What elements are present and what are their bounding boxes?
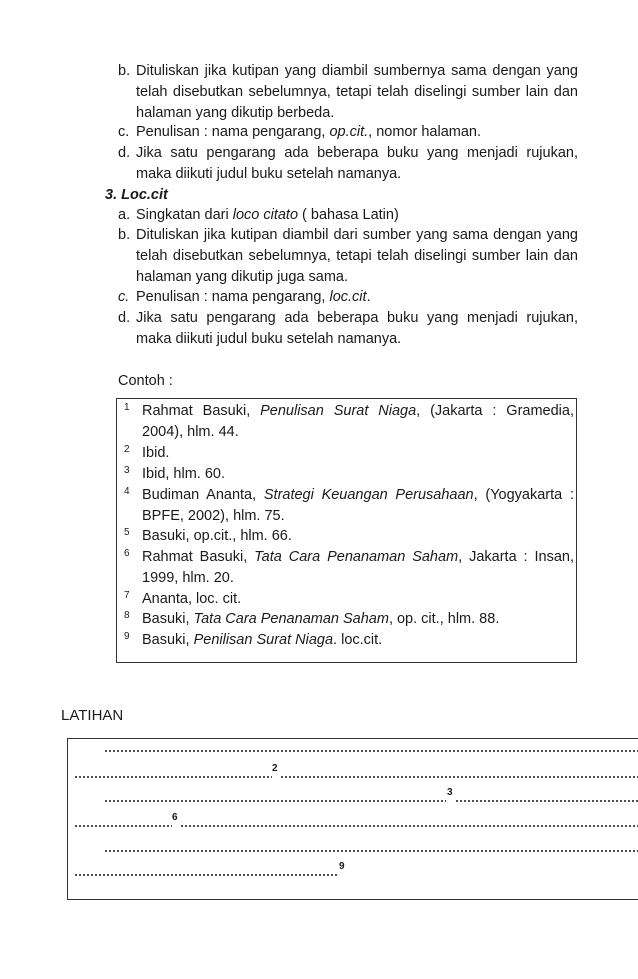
fill-in-blank[interactable] [74, 867, 338, 877]
footnote-marker: 2 [272, 763, 278, 774]
footnote-marker: 9 [339, 861, 345, 872]
footnote-text: Rahmat Basuki, Penulisan Surat Niaga, (Jakarta : Gramedia, 2004), hlm. 44. [142, 403, 574, 440]
footnote-text: Basuki, op.cit., hlm. 66. [142, 528, 292, 544]
fill-in-blank[interactable] [455, 793, 638, 803]
footnote-marker: 3 [447, 787, 453, 798]
fill-in-blank[interactable] [74, 769, 272, 779]
exercise-title: LATIHAN [61, 707, 124, 724]
item-text: Singkatan dari loco citato ( bahasa Latin) [136, 207, 399, 223]
item-label: c. [118, 289, 130, 305]
item-label: c. [118, 124, 130, 140]
item-label: b. [118, 227, 131, 243]
item-label: a. [118, 207, 131, 223]
footnote-number: 1 [124, 402, 130, 413]
fill-in-blank[interactable] [104, 743, 638, 753]
footnote-number: 9 [124, 631, 130, 642]
footnote-number: 7 [124, 590, 130, 601]
item-text: Penulisan : nama pengarang, op.cit., nomor halaman. [136, 124, 482, 140]
item-text: Jika satu pengarang ada beberapa buku yang menjadi rujukan, maka diikuti judul buku setelah namanya. [136, 310, 578, 347]
fill-in-blank[interactable] [74, 818, 172, 828]
fill-in-blank[interactable] [280, 769, 638, 779]
footnote-text: Ananta, loc. cit. [142, 591, 242, 607]
item-text: Dituliskan jika kutipan yang diambil sumbernya sama dengan yang telah disebutkan sebelumnya, tetapi telah diselingi sumber lain dan halaman yang dikutip berbeda. [136, 63, 578, 121]
footnote-number: 4 [124, 486, 130, 497]
footnote-number: 5 [124, 527, 130, 538]
item-label: d. [118, 310, 131, 326]
exercise-box [67, 738, 638, 900]
footnote-number: 8 [124, 610, 130, 621]
item-label: b. [118, 63, 131, 79]
footnote-number: 6 [124, 548, 130, 559]
footnote-text: Budiman Ananta, Strategi Keuangan Perusahaan, (Yogyakarta : BPFE, 2002), hlm. 75. [142, 487, 574, 524]
footnote-text: Ibid. [142, 445, 170, 461]
fill-in-blank[interactable] [104, 843, 638, 853]
footnote-number: 2 [124, 444, 130, 455]
fill-in-blank[interactable] [180, 818, 638, 828]
item-text: Jika satu pengarang ada beberapa buku yang menjadi rujukan, maka diikuti judul buku setelah namanya. [136, 145, 578, 182]
item-text: Penulisan : nama pengarang, loc.cit. [136, 289, 371, 305]
footnote-text: Rahmat Basuki, Tata Cara Penanaman Saham, Jakarta : Insan, 1999, hlm. 20. [142, 549, 574, 586]
item-label: d. [118, 145, 131, 161]
footnote-marker: 6 [172, 812, 178, 823]
footnote-text: Basuki, Tata Cara Penanaman Saham, op. cit., hlm. 88. [142, 611, 500, 627]
footnote-number: 3 [124, 465, 130, 476]
footnote-text: Basuki, Penilisan Surat Niaga. loc.cit. [142, 632, 383, 648]
fill-in-blank[interactable] [104, 793, 446, 803]
loc-cit-heading: 3. Loc.cit [105, 187, 168, 203]
footnote-text: Ibid, hlm. 60. [142, 466, 226, 482]
footnote-example-box [116, 398, 577, 663]
example-label: Contoh : [118, 373, 173, 389]
item-text: Dituliskan jika kutipan diambil dari sumber yang sama dengan yang telah disebutkan sebelumnya, tetapi telah diselingi sumber lain dan halaman yang dikutip juga sama. [136, 227, 578, 285]
